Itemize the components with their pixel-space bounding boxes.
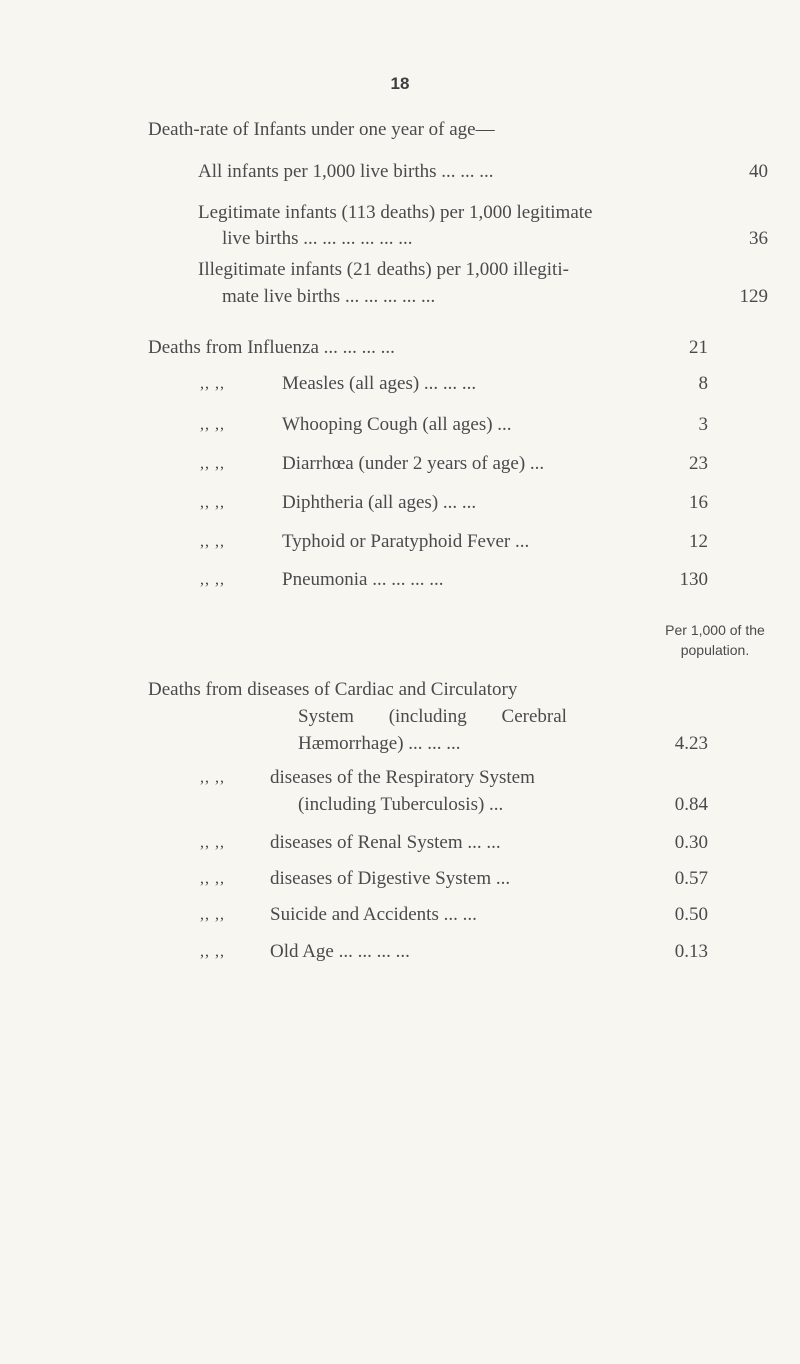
page-number: 18 <box>390 74 410 93</box>
row-label: Typhoid or Paratyphoid Fever ... <box>282 531 530 552</box>
row-value: 23 <box>689 453 708 474</box>
row-label-line2: mate live births ... ... ... ... ... <box>222 286 436 307</box>
ditto-marks: ,, ,, <box>200 571 225 588</box>
ditto-marks: ,, ,, <box>200 943 225 960</box>
row-label-line2: live births ... ... ... ... ... ... <box>222 228 413 249</box>
column-header: Per 1,000 of the population. <box>665 622 765 658</box>
row-label: Diarrhœa (under 2 years of age) ... <box>282 453 545 474</box>
row-label: Old Age ... ... ... ... <box>270 941 410 962</box>
row-value: 129 <box>739 286 768 307</box>
row-label: Diphtheria (all ages) ... ... <box>282 492 477 513</box>
ditto-marks: ,, ,, <box>200 416 225 433</box>
row-label: diseases of Renal System ... ... <box>270 832 501 853</box>
ditto-marks: ,, ,, <box>200 494 225 511</box>
ditto-marks: ,, ,, <box>200 533 225 550</box>
row-label: Whooping Cough (all ages) ... <box>282 414 512 435</box>
ditto-marks: ,, ,, <box>200 834 225 851</box>
row-value: 130 <box>679 569 708 590</box>
row-label-line2: (including Tuberculosis) ... <box>298 794 504 815</box>
row-label: diseases of Digestive System ... <box>270 868 511 889</box>
row-value: 0.13 <box>674 941 708 962</box>
row-value: 12 <box>689 531 708 552</box>
row-label-line1: diseases of the Respiratory System <box>270 767 535 788</box>
row-label-line1: Illegitimate infants (21 deaths) per 1,000 illegiti- <box>198 259 569 280</box>
row-value: 21 <box>689 337 708 358</box>
rate-heading-line3: Hæmorrhage) ... ... ... <box>298 733 461 754</box>
row-value: 4.23 <box>674 733 708 754</box>
row-value: 0.57 <box>674 868 708 889</box>
row-label: Measles (all ages) ... ... ... <box>282 373 477 394</box>
row-value: 8 <box>698 373 708 394</box>
ditto-marks: ,, ,, <box>200 455 225 472</box>
row-label: Pneumonia ... ... ... ... <box>282 569 444 590</box>
row-value: 36 <box>749 228 768 249</box>
rate-heading-line2: System (including Cerebral <box>298 706 567 727</box>
row-label-line1: Legitimate infants (113 deaths) per 1,000 legitimate <box>198 202 593 223</box>
rate-heading-line1: Deaths from diseases of Cardiac and Circulatory <box>148 679 518 700</box>
row-value: 16 <box>689 492 708 513</box>
row-value: 40 <box>749 161 768 182</box>
row-value: 0.50 <box>674 904 708 925</box>
row-value: 3 <box>698 414 708 435</box>
ditto-marks: ,, ,, <box>200 769 225 786</box>
row-label: All infants per 1,000 live births ... ... ... <box>198 161 494 182</box>
ditto-marks: ,, ,, <box>200 375 225 392</box>
row-value: 0.30 <box>674 832 708 853</box>
deaths-heading: Deaths from Influenza ... ... ... ... <box>148 337 395 358</box>
infant-heading: Death-rate of Infants under one year of age— <box>148 119 495 140</box>
row-label: Suicide and Accidents ... ... <box>270 904 477 925</box>
row-value: 0.84 <box>674 794 708 815</box>
ditto-marks: ,, ,, <box>200 906 225 923</box>
ditto-marks: ,, ,, <box>200 870 225 887</box>
